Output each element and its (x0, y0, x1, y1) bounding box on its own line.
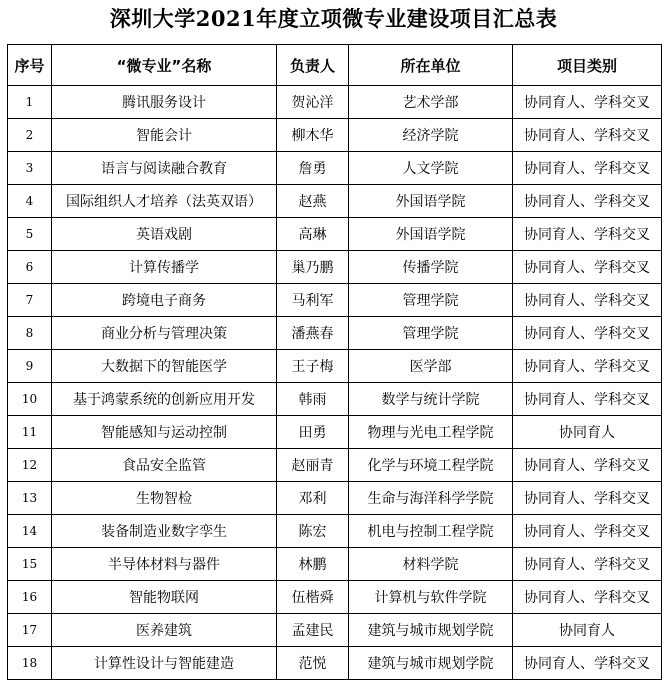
cell-unit: 物理与光电工程学院 (349, 416, 513, 449)
cell-index: 15 (8, 548, 52, 581)
cell-index: 3 (8, 152, 52, 185)
cell-lead: 赵丽青 (277, 449, 349, 482)
table-row (8, 185, 662, 218)
cell-index: 12 (8, 449, 52, 482)
cell-unit: 计算机与软件学院 (349, 581, 513, 614)
table-header-row (8, 45, 662, 86)
cell-lead: 马利军 (277, 284, 349, 317)
table-row (8, 317, 662, 350)
cell-index: 2 (8, 119, 52, 152)
cell-category: 协同育人 (513, 416, 662, 449)
cell-lead: 陈宏 (277, 515, 349, 548)
table-body (8, 86, 662, 680)
cell-index: 14 (8, 515, 52, 548)
cell-name: 半导体材料与器件 (52, 548, 277, 581)
cell-name: 英语戏剧 (52, 218, 277, 251)
cell-name: 计算传播学 (52, 251, 277, 284)
cell-unit: 管理学院 (349, 284, 513, 317)
cell-name: 商业分析与管理决策 (52, 317, 277, 350)
cell-name: 跨境电子商务 (52, 284, 277, 317)
cell-index: 17 (8, 614, 52, 647)
cell-unit: 数学与统计学院 (349, 383, 513, 416)
table-row (8, 416, 662, 449)
table-row (8, 284, 662, 317)
cell-lead: 潘燕春 (277, 317, 349, 350)
table-row (8, 515, 662, 548)
table-row (8, 218, 662, 251)
cell-lead: 赵燕 (277, 185, 349, 218)
cell-unit: 外国语学院 (349, 218, 513, 251)
table-row (8, 383, 662, 416)
cell-lead: 林鹏 (277, 548, 349, 581)
cell-unit: 外国语学院 (349, 185, 513, 218)
cell-index: 11 (8, 416, 52, 449)
table-row (8, 119, 662, 152)
cell-category: 协同育人、学科交叉 (513, 581, 662, 614)
table-row (8, 581, 662, 614)
cell-name: 智能会计 (52, 119, 277, 152)
cell-name: 腾讯服务设计 (52, 86, 277, 119)
project-table (7, 44, 662, 680)
cell-index: 8 (8, 317, 52, 350)
header-category: 项目类别 (513, 45, 662, 86)
cell-category: 协同育人、学科交叉 (513, 218, 662, 251)
cell-unit: 经济学院 (349, 119, 513, 152)
cell-unit: 艺术学部 (349, 86, 513, 119)
cell-name: 医养建筑 (52, 614, 277, 647)
cell-name: 生物智检 (52, 482, 277, 515)
cell-category: 协同育人、学科交叉 (513, 383, 662, 416)
cell-category: 协同育人、学科交叉 (513, 86, 662, 119)
header-index: 序号 (8, 45, 52, 86)
cell-category: 协同育人、学科交叉 (513, 647, 662, 680)
cell-name: 大数据下的智能医学 (52, 350, 277, 383)
cell-lead: 巢乃鹏 (277, 251, 349, 284)
cell-lead: 邓利 (277, 482, 349, 515)
cell-category: 协同育人、学科交叉 (513, 152, 662, 185)
cell-unit: 建筑与城市规划学院 (349, 614, 513, 647)
cell-name: 计算性设计与智能建造 (52, 647, 277, 680)
table-row (8, 647, 662, 680)
table-row (8, 482, 662, 515)
cell-category: 协同育人、学科交叉 (513, 350, 662, 383)
cell-lead: 高琳 (277, 218, 349, 251)
header-name: “微专业”名称 (52, 45, 277, 86)
cell-lead: 田勇 (277, 416, 349, 449)
header-lead: 负责人 (277, 45, 349, 86)
cell-index: 7 (8, 284, 52, 317)
cell-category: 协同育人、学科交叉 (513, 317, 662, 350)
cell-category: 协同育人、学科交叉 (513, 119, 662, 152)
cell-index: 1 (8, 86, 52, 119)
cell-unit: 生命与海洋科学学院 (349, 482, 513, 515)
page-title: 深圳大学2021年度立项微专业建设项目汇总表 (109, 6, 558, 31)
cell-category: 协同育人、学科交叉 (513, 185, 662, 218)
cell-lead: 伍楷舜 (277, 581, 349, 614)
cell-index: 16 (8, 581, 52, 614)
cell-name: 基于鸿蒙系统的创新应用开发 (52, 383, 277, 416)
cell-unit: 管理学院 (349, 317, 513, 350)
cell-category: 协同育人、学科交叉 (513, 515, 662, 548)
cell-unit: 传播学院 (349, 251, 513, 284)
cell-unit: 建筑与城市规划学院 (349, 647, 513, 680)
cell-lead: 范悦 (277, 647, 349, 680)
cell-index: 9 (8, 350, 52, 383)
cell-category: 协同育人、学科交叉 (513, 482, 662, 515)
cell-lead: 詹勇 (277, 152, 349, 185)
cell-index: 6 (8, 251, 52, 284)
table-row (8, 350, 662, 383)
cell-category: 协同育人、学科交叉 (513, 548, 662, 581)
cell-category: 协同育人、学科交叉 (513, 284, 662, 317)
table-row (8, 152, 662, 185)
header-unit: 所在单位 (349, 45, 513, 86)
table-row (8, 86, 662, 119)
cell-name: 智能感知与运动控制 (52, 416, 277, 449)
table-row (8, 548, 662, 581)
cell-lead: 贺沁洋 (277, 86, 349, 119)
cell-lead: 韩雨 (277, 383, 349, 416)
cell-index: 18 (8, 647, 52, 680)
table-row (8, 251, 662, 284)
cell-category: 协同育人、学科交叉 (513, 449, 662, 482)
table-row (8, 449, 662, 482)
cell-lead: 孟建民 (277, 614, 349, 647)
cell-index: 13 (8, 482, 52, 515)
cell-name: 智能物联网 (52, 581, 277, 614)
cell-unit: 材料学院 (349, 548, 513, 581)
table-row (8, 614, 662, 647)
cell-name: 国际组织人才培养（法英双语） (52, 185, 277, 218)
cell-lead: 柳木华 (277, 119, 349, 152)
cell-name: 食品安全监管 (52, 449, 277, 482)
cell-unit: 医学部 (349, 350, 513, 383)
cell-unit: 人文学院 (349, 152, 513, 185)
cell-name: 语言与阅读融合教育 (52, 152, 277, 185)
cell-index: 4 (8, 185, 52, 218)
cell-unit: 化学与环境工程学院 (349, 449, 513, 482)
cell-category: 协同育人 (513, 614, 662, 647)
cell-index: 10 (8, 383, 52, 416)
cell-lead: 王子梅 (277, 350, 349, 383)
cell-name: 装备制造业数字孪生 (52, 515, 277, 548)
cell-category: 协同育人、学科交叉 (513, 251, 662, 284)
cell-unit: 机电与控制工程学院 (349, 515, 513, 548)
cell-index: 5 (8, 218, 52, 251)
